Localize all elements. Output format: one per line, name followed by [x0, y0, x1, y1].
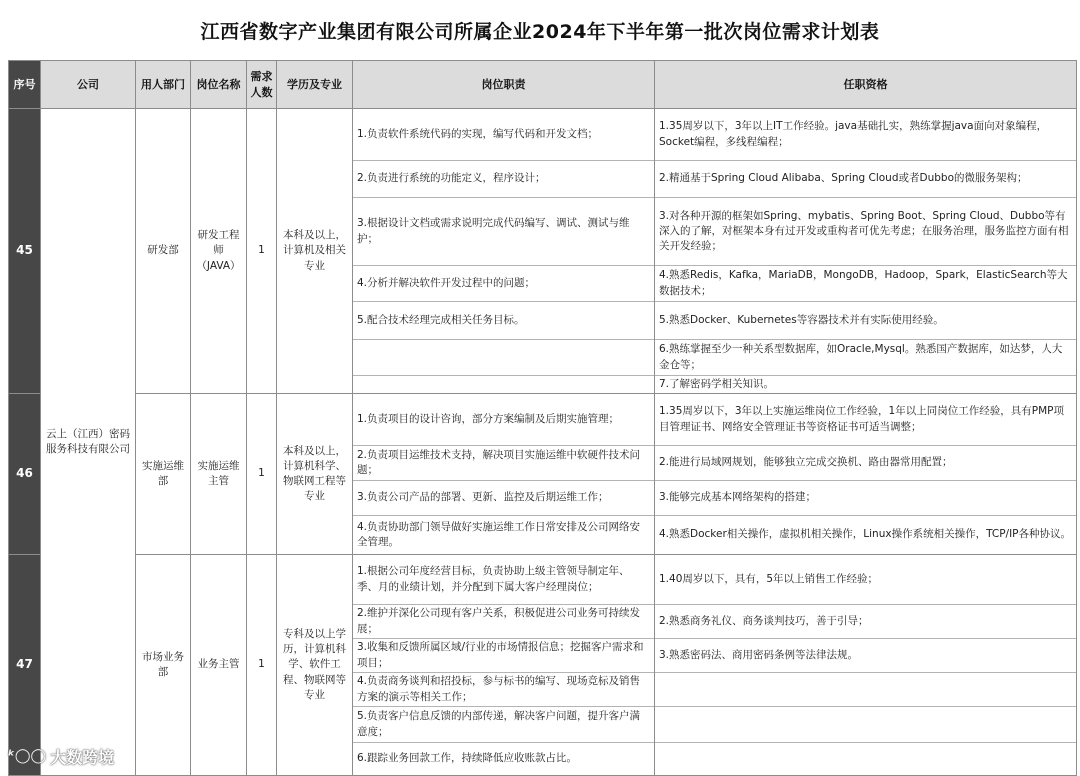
list-item: 1.35周岁以下，3年以上实施运维岗位工作经验，1年以上同岗位工作经验，具有PMP项目管理证书、网络安全管理证书等资格证书可适当调整；: [655, 394, 1076, 446]
header-company: 公司: [41, 61, 136, 109]
education-cell: 本科及以上，计算机及相关专业: [277, 109, 353, 394]
duties-cell: [353, 555, 655, 776]
list-item: 4.分析并解决软件开发过程中的问题；: [353, 266, 654, 302]
row-seq: 47: [9, 555, 41, 776]
list-item: 3.根据设计文档或需求说明完成代码编写、调试、测试与维护；: [353, 198, 654, 266]
header-qualifications: 任职资格: [655, 61, 1077, 109]
list-item: 3.收集和反馈所属区域/行业的市场情报信息；挖掘客户需求和项目；: [353, 639, 654, 673]
list-item: 6.熟练掌握至少一种关系型数据库，如Oracle,Mysql。熟悉国产数据库，如达梦，人大金仓等；: [655, 340, 1076, 376]
list-item: [353, 376, 654, 393]
education-cell: 专科及以上学历，计算机科学、软件工程、物联网等专业: [277, 555, 353, 776]
dept-cell: 市场业务部: [136, 555, 191, 776]
header-dept: 用人部门: [136, 61, 191, 109]
list-item: 3.能够完成基本网络架构的搭建；: [655, 481, 1076, 516]
duties-list: [353, 394, 654, 554]
qualifications-cell: [655, 555, 1077, 776]
qualifications-list: [655, 394, 1076, 554]
header-row: [9, 61, 1077, 109]
dept-cell: 实施运维部: [136, 394, 191, 555]
table-row: [9, 394, 1077, 555]
list-item: 1.40周岁以下，具有，5年以上销售工作经验；: [655, 555, 1076, 605]
count-cell: 1: [247, 555, 277, 776]
row-seq: 45: [9, 109, 41, 394]
count-cell: 1: [247, 394, 277, 555]
list-item: [655, 707, 1076, 743]
list-item: 2.精通基于Spring Cloud Alibaba、Spring Cloud或者Dubbo的微服务架构；: [655, 161, 1076, 198]
list-item: 7.了解密码学相关知识。: [659, 377, 775, 390]
header-count: 需求人数: [247, 61, 277, 109]
list-item: 4.负责协助部门领导做好实施运维工作日常安排及公司网络安全管理。: [357, 520, 641, 548]
duties-list: [353, 109, 654, 393]
education-cell: 本科及以上，计算机科学、物联网工程等专业: [277, 394, 353, 555]
list-item: 1.根据公司年度经营目标，负责协助上级主管领导制定年、季、月的业绩计划，并分配到下属大客户经理岗位；: [353, 555, 654, 605]
document-title: 江西省数字产业集团有限公司所属企业2024年下半年第一批次岗位需求计划表: [200, 20, 880, 43]
list-item: 1.负责项目的设计咨询，部分方案编制及后期实施管理；: [353, 394, 654, 446]
qualifications-cell: [655, 394, 1077, 555]
list-item: [353, 340, 654, 376]
watermark-logo-icon: ᵏ◯◯: [8, 748, 47, 764]
watermark-text: 大数跨境: [50, 747, 115, 767]
qualifications-cell: [655, 109, 1077, 394]
list-item: 5.配合技术经理完成相关任务目标。: [353, 302, 654, 340]
list-item: 2.熟悉商务礼仪、商务谈判技巧，善于引导；: [655, 605, 1076, 639]
list-item: 2.维护并深化公司现有客户关系，积极促进公司业务可持续发展；: [353, 605, 654, 639]
qualifications-list: [655, 109, 1076, 393]
list-item: 4.熟悉Redis，Kafka，MariaDB，MongoDB，Hadoop，Spark，ElasticSearch等大数据技术；: [655, 266, 1076, 302]
company-cell: 云上（江西）密码服务科技有限公司: [41, 109, 136, 776]
position-cell: 研发工程师（JAVA）: [191, 109, 247, 394]
list-item: 1.负责软件系统代码的实现，编写代码和开发文档；: [353, 109, 654, 161]
job-table: [8, 60, 1077, 776]
watermark: [8, 742, 114, 770]
duties-cell: [353, 394, 655, 555]
list-item: 2.负责进行系统的功能定义，程序设计；: [353, 161, 654, 198]
list-item: 3.负责公司产品的部署、更新、监控及后期运维工作；: [353, 481, 654, 516]
header-seq: 序号: [9, 61, 41, 109]
dept-cell: 研发部: [136, 109, 191, 394]
list-item: 4.负责商务谈判和招投标，参与标书的编写、现场竞标及销售方案的演示等相关工作；: [353, 673, 654, 707]
list-item: 2.能进行局域网规划，能够独立完成交换机、路由器常用配置；: [655, 446, 1076, 481]
position-cell: 实施运维主管: [191, 394, 247, 555]
duties-cell: [353, 109, 655, 394]
list-item: [655, 743, 1076, 775]
list-item: 4.熟悉Docker相关操作，虚拟机相关操作，Linux操作系统相关操作，TCP/IP各种协议。: [659, 528, 1072, 541]
list-item: 2.负责项目运维技术支持，解决项目实施运维中软硬件技术问题；: [353, 446, 654, 481]
header-duties: 岗位职责: [353, 61, 655, 109]
duties-list: [353, 555, 654, 775]
list-item: 5.熟悉Docker、Kubernetes等容器技术并有实际使用经验。: [655, 302, 1076, 340]
position-cell: 业务主管: [191, 555, 247, 776]
list-item: 6.跟踪业务回款工作，持续降低应收账款占比。: [357, 752, 578, 765]
row-seq: 46: [9, 394, 41, 555]
header-education: 学历及专业: [277, 61, 353, 109]
list-item: [655, 673, 1076, 707]
table-row: [9, 555, 1077, 776]
qualifications-list: [655, 555, 1076, 775]
list-item: 3.对各种开源的框架如Spring、mybatis、Spring Boot、Spring Cloud、Dubbo等有深入的了解，对框架本身有过开发或重构者可优先考虑；在服务治理，服务监控方面有相关开发经验；: [655, 198, 1076, 266]
header-position: 岗位名称: [191, 61, 247, 109]
list-item: 5.负责客户信息反馈的内部传递，解决客户问题，提升客户满意度；: [353, 707, 654, 743]
list-item: 1.35周岁以下，3年以上IT工作经验。java基础扎实，熟练掌握java面向对象编程，Socket编程，多线程编程；: [655, 109, 1076, 161]
list-item: 3.熟悉密码法、商用密码条例等法律法规。: [655, 639, 1076, 673]
table-row: [9, 109, 1077, 394]
count-cell: 1: [247, 109, 277, 394]
